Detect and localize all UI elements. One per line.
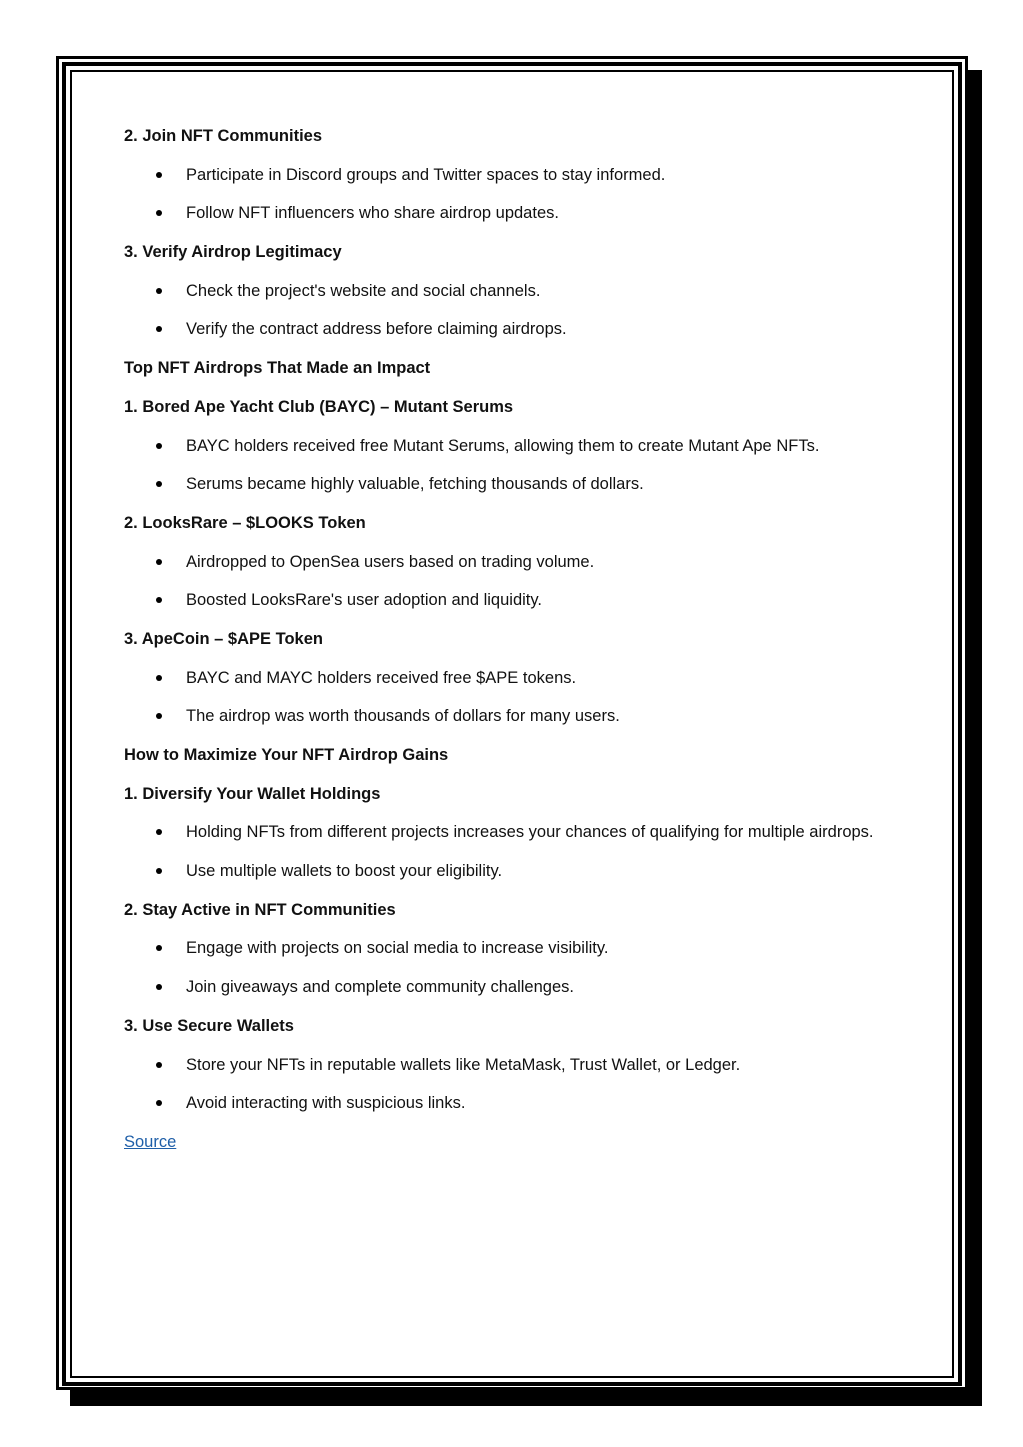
list-item: Use multiple wallets to boost your eligibility. bbox=[124, 859, 894, 883]
bullet-list bbox=[124, 820, 894, 883]
source-link[interactable]: Source bbox=[124, 1132, 177, 1151]
bullet-list bbox=[124, 434, 894, 497]
list-item: Boosted LooksRare's user adoption and liquidity. bbox=[124, 588, 894, 612]
frame-shadow-bottom bbox=[70, 1389, 982, 1406]
bullet-list bbox=[124, 163, 894, 226]
section-heading: 1. Diversify Your Wallet Holdings bbox=[124, 784, 381, 803]
list-item: Verify the contract address before claiming airdrops. bbox=[124, 317, 894, 341]
list-item: Participate in Discord groups and Twitter spaces to stay informed. bbox=[124, 163, 894, 187]
list-item: BAYC and MAYC holders received free $APE tokens. bbox=[124, 666, 894, 690]
list-item: Airdropped to OpenSea users based on trading volume. bbox=[124, 550, 894, 574]
list-item: BAYC holders received free Mutant Serums, allowing them to create Mutant Ape NFTs. bbox=[124, 434, 894, 458]
bullet-list bbox=[124, 1053, 894, 1116]
list-item: Serums became highly valuable, fetching thousands of dollars. bbox=[124, 472, 894, 496]
section-heading: 2. Stay Active in NFT Communities bbox=[124, 900, 396, 919]
section-heading: 2. LooksRare – $LOOKS Token bbox=[124, 513, 366, 532]
section-heading: 1. Bored Ape Yacht Club (BAYC) – Mutant Serums bbox=[124, 397, 514, 416]
list-item: Join giveaways and complete community challenges. bbox=[124, 975, 894, 999]
bullet-list bbox=[124, 936, 894, 999]
list-item: Engage with projects on social media to increase visibility. bbox=[124, 936, 894, 960]
section-heading: Top NFT Airdrops That Made an Impact bbox=[124, 359, 431, 378]
document-body bbox=[124, 124, 894, 1154]
section-heading: 3. ApeCoin – $APE Token bbox=[124, 629, 323, 648]
list-item: Check the project's website and social channels. bbox=[124, 279, 894, 303]
bullet-list bbox=[124, 666, 894, 729]
list-item: Store your NFTs in reputable wallets like MetaMask, Trust Wallet, or Ledger. bbox=[124, 1053, 894, 1077]
list-item: Follow NFT influencers who share airdrop updates. bbox=[124, 201, 894, 225]
section-heading: 2. Join NFT Communities bbox=[124, 127, 323, 145]
section-heading: 3. Use Secure Wallets bbox=[124, 1016, 294, 1035]
section-heading: 3. Verify Airdrop Legitimacy bbox=[124, 243, 342, 262]
list-item: Avoid interacting with suspicious links. bbox=[124, 1091, 894, 1115]
bullet-list bbox=[124, 550, 894, 613]
list-item: Holding NFTs from different projects increases your chances of qualifying for multiple airdrops. bbox=[124, 820, 894, 844]
bullet-list bbox=[124, 279, 894, 342]
section-heading: How to Maximize Your NFT Airdrop Gains bbox=[124, 746, 449, 764]
list-item: The airdrop was worth thousands of dollars for many users. bbox=[124, 704, 894, 728]
